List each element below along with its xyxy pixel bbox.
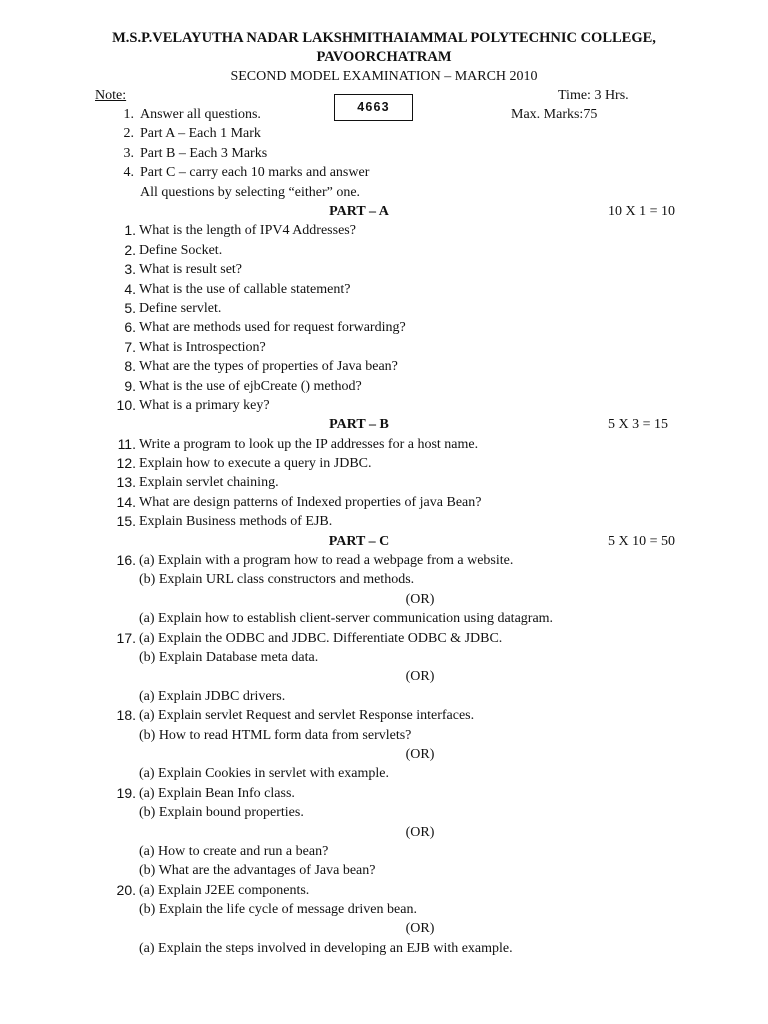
question-row xyxy=(0,241,768,260)
question-row xyxy=(0,512,768,531)
question-number: 4. xyxy=(124,280,136,297)
question-part-b: (b) Explain the life cycle of message driven bean. xyxy=(139,902,417,918)
question-subrow xyxy=(0,803,768,822)
question-row xyxy=(0,357,768,376)
instruction-text: All questions by selecting “either” one. xyxy=(140,184,361,200)
question-number: 3. xyxy=(124,261,136,278)
or-row xyxy=(0,919,768,938)
question-row xyxy=(0,784,768,803)
part-a-marks: 10 X 1 = 10 xyxy=(608,204,676,219)
question-part-a: (a) Explain servlet Request and servlet Response interfaces. xyxy=(139,708,475,724)
question-row xyxy=(0,299,768,318)
or-row xyxy=(0,667,768,686)
alt-question-part-a: (a) Explain Cookies in servlet with example. xyxy=(139,766,389,782)
question-subrow xyxy=(0,939,768,958)
question-text: What are methods used for request forwarding? xyxy=(139,320,406,336)
part-b-header xyxy=(0,415,768,434)
part-c-marks: 5 X 10 = 50 xyxy=(608,533,676,549)
question-part-b: (b) Explain URL class constructors and methods. xyxy=(139,572,415,588)
question-row xyxy=(0,493,768,512)
question-number: 9. xyxy=(124,377,136,394)
question-number: 11. xyxy=(117,435,136,452)
college-place: PAVOORCHATRAM xyxy=(316,49,452,65)
question-number: 18. xyxy=(116,707,136,724)
question-number: 7. xyxy=(124,338,136,355)
question-row xyxy=(0,454,768,473)
question-number: 1. xyxy=(124,222,136,239)
instruction-number: 2. xyxy=(123,126,134,142)
question-row xyxy=(0,260,768,279)
question-number: 8. xyxy=(124,358,136,375)
question-part-a: (a) Explain Bean Info class. xyxy=(139,785,295,801)
question-row xyxy=(0,706,768,725)
part-a-header xyxy=(0,202,768,221)
question-subrow xyxy=(0,842,768,861)
part-b-marks: 5 X 3 = 15 xyxy=(608,417,669,433)
question-number: 17. xyxy=(116,629,136,646)
instruction-number: 4. xyxy=(123,165,134,181)
part-b-title: PART – B xyxy=(329,417,389,433)
question-row xyxy=(0,396,768,415)
question-text: Write a program to look up the IP addresses for a host name. xyxy=(139,436,479,452)
question-row xyxy=(0,629,768,648)
question-part-a: (a) Explain with a program how to read a webpage from a website. xyxy=(139,553,514,569)
alt-question-part-a: (a) Explain JDBC drivers. xyxy=(139,688,286,704)
question-number: 20. xyxy=(116,881,136,898)
question-text: Explain how to execute a query in JDBC. xyxy=(139,456,372,472)
time-allowed: Time: 3 Hrs. xyxy=(558,88,629,103)
question-number: 13. xyxy=(116,474,136,491)
question-part-b: (b) How to read HTML form data from servlets? xyxy=(139,727,412,743)
or-label: (OR) xyxy=(405,921,435,937)
question-number: 6. xyxy=(124,319,136,336)
or-label: (OR) xyxy=(405,591,435,607)
question-text: What are design patterns of Indexed properties of java Bean? xyxy=(139,494,482,510)
instruction-text: Part A – Each 1 Mark xyxy=(140,126,261,142)
instruction-text: Part B – Each 3 Marks xyxy=(140,145,268,161)
question-text: Define servlet. xyxy=(139,300,222,316)
note-label: Note: xyxy=(95,88,127,103)
or-label: (OR) xyxy=(405,746,435,762)
question-row xyxy=(0,551,768,570)
question-part-b: (b) Explain Database meta data. xyxy=(139,649,319,665)
question-text: What is Introspection? xyxy=(139,339,266,355)
part-a-title: PART – A xyxy=(329,204,389,219)
question-row xyxy=(0,338,768,357)
question-subrow xyxy=(0,648,768,667)
question-subrow xyxy=(0,900,768,919)
or-row xyxy=(0,823,768,842)
instruction-text: Answer all questions. xyxy=(140,107,261,122)
question-number: 15. xyxy=(116,513,136,530)
alt-question-part-b: (b) What are the advantages of Java bean? xyxy=(139,863,376,879)
max-marks: Max. Marks:75 xyxy=(511,107,598,122)
question-row xyxy=(0,473,768,492)
question-row xyxy=(0,221,768,240)
alt-question-part-a: (a) How to create and run a bean? xyxy=(139,843,329,859)
question-text: Explain Business methods of EJB. xyxy=(139,514,333,530)
question-number: 19. xyxy=(116,784,136,801)
question-number: 10. xyxy=(116,396,136,413)
question-list xyxy=(0,202,768,958)
part-c-header xyxy=(0,532,768,551)
alt-question-part-a: (a) Explain how to establish client-server communication using datagram. xyxy=(139,611,554,627)
or-label: (OR) xyxy=(405,669,435,685)
paper-code-box: 4663 xyxy=(334,94,413,121)
question-subrow xyxy=(0,570,768,589)
instruction-number: 1. xyxy=(123,107,134,122)
question-subrow xyxy=(0,861,768,880)
question-row xyxy=(0,280,768,299)
instruction-text: Part C – carry each 10 marks and answer xyxy=(140,165,370,181)
question-subrow xyxy=(0,764,768,783)
question-number: 2. xyxy=(124,241,136,258)
part-c-title: PART – C xyxy=(328,533,390,549)
question-subrow xyxy=(0,687,768,706)
question-text: Explain servlet chaining. xyxy=(139,475,279,491)
or-row xyxy=(0,590,768,609)
question-text: What is a primary key? xyxy=(139,397,270,413)
question-subrow xyxy=(0,726,768,745)
or-label: (OR) xyxy=(405,824,435,840)
question-text: What are the types of properties of Java bean? xyxy=(139,359,398,375)
question-number: 14. xyxy=(116,493,136,510)
question-row xyxy=(0,435,768,454)
question-text: What is the use of ejbCreate () method? xyxy=(139,378,362,394)
question-text: What is result set? xyxy=(139,262,243,278)
question-text: What is the use of callable statement? xyxy=(139,281,351,297)
exam-title: SECOND MODEL EXAMINATION – MARCH 2010 xyxy=(230,69,538,84)
question-row xyxy=(0,377,768,396)
or-row xyxy=(0,745,768,764)
question-text: Define Socket. xyxy=(139,242,223,258)
question-row xyxy=(0,318,768,337)
question-row xyxy=(0,881,768,900)
question-text: What is the length of IPV4 Addresses? xyxy=(139,223,356,239)
question-number: 5. xyxy=(124,299,136,316)
question-part-a: (a) Explain the ODBC and JDBC. Differentiate ODBC & JDBC. xyxy=(139,630,503,646)
question-number: 12. xyxy=(116,455,136,472)
instruction-number: 3. xyxy=(123,145,134,161)
question-subrow xyxy=(0,609,768,628)
question-number: 16. xyxy=(116,552,136,569)
question-part-a: (a) Explain J2EE components. xyxy=(139,882,310,898)
question-part-b: (b) Explain bound properties. xyxy=(139,805,304,821)
college-name: M.S.P.VELAYUTHA NADAR LAKSHMITHAIAMMAL POLYTECHNIC COLLEGE, xyxy=(112,30,656,46)
alt-question-part-a: (a) Explain the steps involved in developing an EJB with example. xyxy=(139,940,513,956)
